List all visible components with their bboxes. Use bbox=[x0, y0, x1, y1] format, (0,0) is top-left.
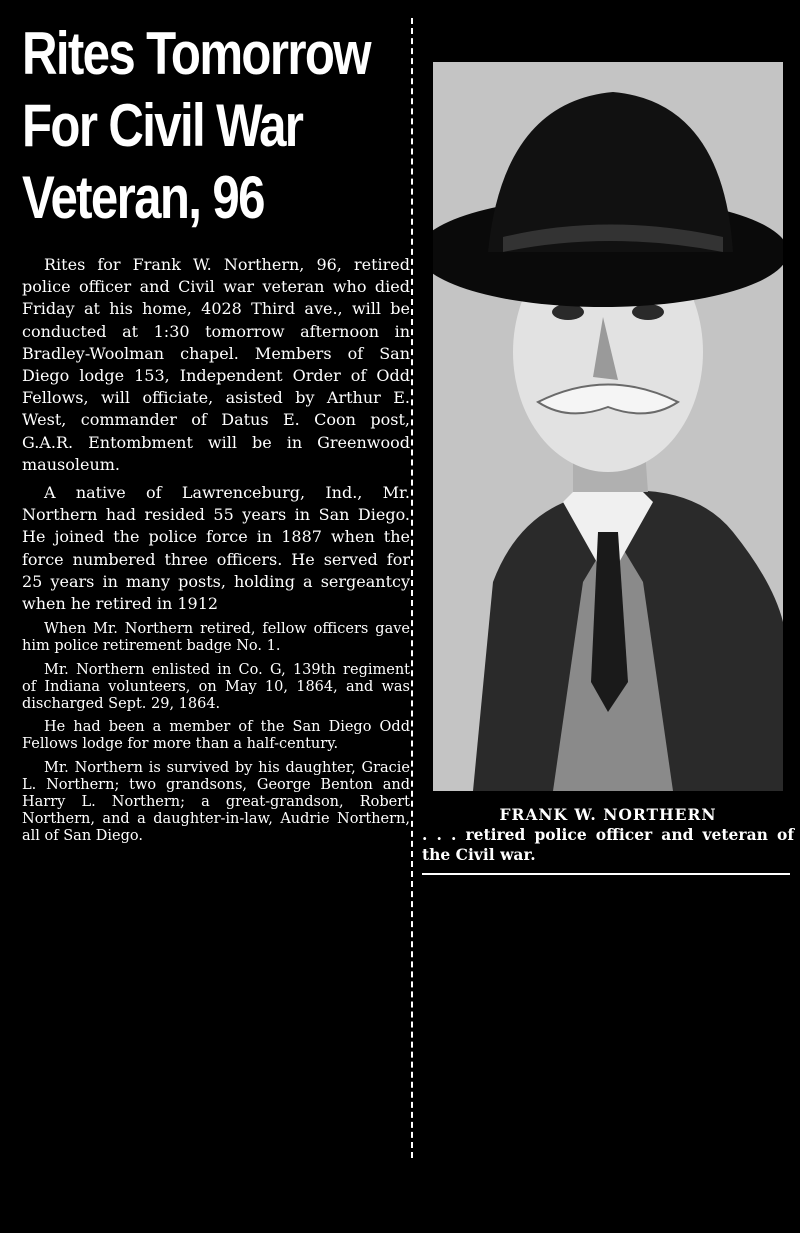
article-paragraph-3: When Mr. Northern retired, fellow officers gave him police retirement badge No. 1. bbox=[22, 621, 410, 655]
article-paragraph-5: He had been a member of the San Diego Odd Fellows lodge for more than a half-century. bbox=[22, 719, 410, 753]
article-paragraph-4: Mr. Northern enlisted in Co. G, 139th regiment of Indiana volunteers, on May 10, 1864, and was discharged Sept. 29, 1864. bbox=[22, 661, 410, 713]
headline-line-1: Rites Tomorrow bbox=[22, 20, 370, 87]
photo-caption bbox=[422, 805, 794, 865]
article-paragraph-2: A native of Lawrenceburg, Ind., Mr. Northern had resided 55 years in San Diego. He joined the police force in 1887 when the force numbered three officers. He served for 25 years in many posts, holding a sergeantcy when he retired in 1912 bbox=[22, 483, 410, 614]
headline-line-2: For Civil War bbox=[22, 92, 303, 159]
article-column bbox=[22, 18, 410, 852]
headline bbox=[22, 18, 370, 234]
headline-line-3: Veteran, 96 bbox=[22, 164, 264, 231]
article-body bbox=[22, 254, 410, 846]
portrait-illustration bbox=[433, 62, 783, 791]
caption-divider bbox=[422, 873, 790, 875]
portrait-photo bbox=[433, 62, 783, 791]
article-paragraph-6: Mr. Northern is survived by his daughter, Gracie L. Northern; two grandsons, George Benton and Harry L. Northern; a great-grandson, Robert Northern, and a daughter-in-law, Audrie Northern, all of San Diego. bbox=[22, 759, 410, 845]
column-divider bbox=[411, 18, 413, 1158]
caption-description: . . . retired police officer and veteran of the Civil war. bbox=[422, 825, 794, 864]
caption-name: FRANK W. NORTHERN bbox=[499, 805, 717, 824]
article-paragraph-1: Rites for Frank W. Northern, 96, retired police officer and Civil war veteran who died Friday at his home, 4028 Third ave., will be conducted at 1:30 tomorrow afternoon in Bradley-Woolman chapel. Members of San Diego lodge 153, Independent Order of Odd Fellows, will officiate, asisted by Arthur E. West, commander of Datus E. Coon post, G.A.R. Entombment will be in Greenwood mausoleum. bbox=[22, 255, 410, 474]
